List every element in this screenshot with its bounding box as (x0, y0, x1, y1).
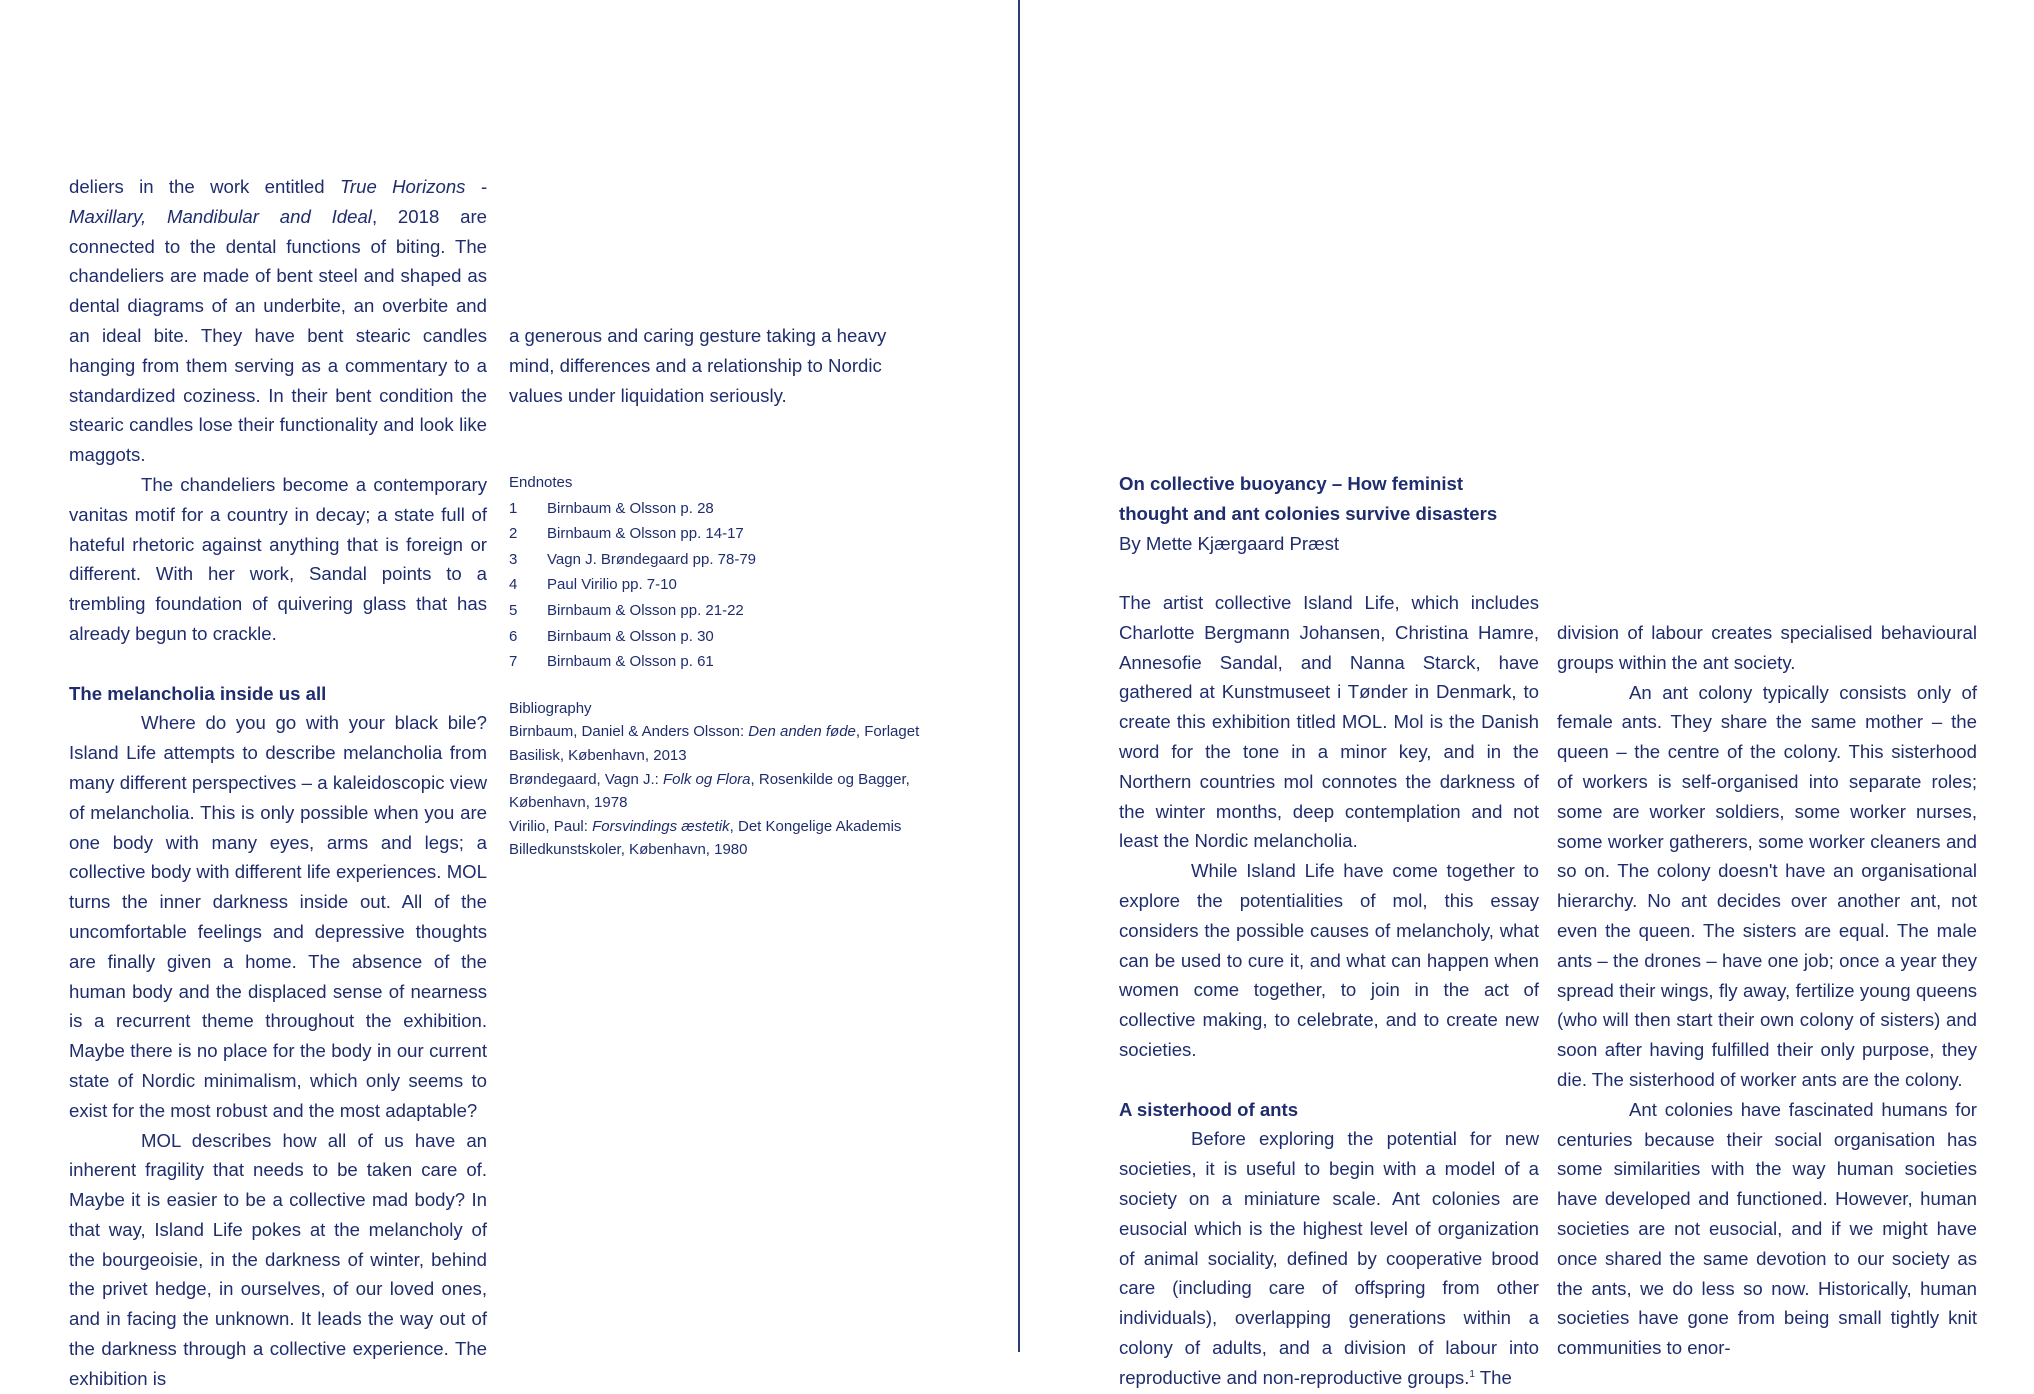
right-paragraph-1: The artist collective Island Life, which includes Charlotte Bergmann Johansen, Christina Hamre, Annesofie Sandal, and Nanna Starck, have gathered at Kunstmuseet i Tønder in Denmark, to create this exhibition titled MOL. Mol is the Danish word for the tone in a minor key, and in the Northern countries mol connotes the darkness of the winter months, deep contemplation and not least the Nordic melancholia. (1119, 592, 1539, 852)
left-page-column-1 (69, 172, 487, 1394)
endnote-text: Birnbaum & Olsson pp. 21-22 (547, 601, 744, 619)
page-gutter-line (1018, 0, 1020, 1352)
endnote-number: 2 (509, 525, 518, 543)
byline: By Mette Kjærgaard Præst (1119, 532, 1340, 554)
endnote-item (509, 624, 933, 650)
bibliography-list (509, 720, 933, 862)
endnote-item (509, 598, 933, 624)
bibliography-entry (509, 768, 933, 815)
right-col2-paragraph-3: Ant colonies have fascinated humans for centuries because their social organisation has some similarities with the way human societies have developed and functioned. However, human societies are not eusocial, and if we might have once shared the same devotion to our society as the ants, we do less so now. Historically, human societies have gone from being small tightly knit communities to enor- (1557, 1098, 1977, 1359)
bibliography-text: Virilio, Paul: (509, 817, 593, 835)
endnote-number: 4 (509, 576, 518, 594)
endnote-text: Birnbaum & Olsson p. 28 (547, 499, 714, 517)
endnote-number: 5 (509, 601, 518, 619)
footnote-reference: 1 (1469, 1368, 1475, 1380)
intro-run: , 2018 are connected to the dental functions of biting. The chandeliers are made of bent steel and shaped as dental diagrams of an underbite, an overbite and an ideal bite. They have bent stearic candles hanging from them serving as a commentary to a standardized coziness. In their bent condition the stearic candles lose their functionality and look like maggots. (69, 205, 487, 466)
bibliography-text: , Rosenkilde og Bagger, København, 1978 (509, 770, 910, 812)
right-paragraph-3 (1119, 1124, 1539, 1392)
endnote-text: Birnbaum & Olsson pp. 14-17 (547, 525, 744, 543)
endnote-item (509, 496, 933, 522)
endnote-number: 1 (509, 499, 518, 517)
bibliography-text: Brøndegaard, Vagn J.: (509, 770, 663, 788)
endnote-item (509, 547, 933, 573)
left-paragraph-4: MOL describes how all of us have an inherent fragility that needs to be taken care of. Maybe it is easier to be a collective mad body? In that way, Island Life pokes at the melancholy of the bourgeoisie, in the darkness of winter, behind the privet hedge, in ourselves, of our loved ones, and in facing the unknown. It leads the way out of the darkness through a collective experience. The exhibition is (69, 1129, 487, 1389)
paragraph-text: Before exploring the potential for new societies, it is useful to begin with a model of a society on a miniature scale. Ant colonies are eusocial which is the highest level of organization of animal sociality, defined by cooperative brood care (including care of offspring from other individuals), overlapping generations within a colony of adults, and a division of labour into reproductive and non-reproductive groups. (1119, 1128, 1539, 1388)
left-paragraph-3: Where do you go with your black bile? Island Life attempts to describe melancholia from many different perspectives – a kaleidoscopic view of melancholia. This is only possible when you are one body with many eyes, arms and legs; a collective body with different life experiences. MOL turns the inner darkness inside out. All of the uncomfortable feelings and depressive thoughts are finally given a home. The absence of the human body and the displaced sense of nearness is a recurrent theme throughout the exhibition. Maybe there is no place for the body in our current state of Nordic minimalism, which only seems to exist for the most robust and the most adaptable? (69, 712, 487, 1121)
endnote-text: Vagn J. Brøndegaard pp. 78-79 (547, 550, 757, 568)
bibliography-text: , Forlaget Basilisk, København, 2013 (509, 723, 920, 764)
article-title-line-2: thought and ant colonies survive disasters (1119, 502, 1498, 524)
endnote-text: Paul Virilio pp. 7-10 (547, 576, 677, 594)
bibliography-text: Birnbaum, Daniel & Anders Olsson: (509, 723, 749, 741)
endnote-number: 3 (509, 550, 518, 568)
book-title: Forsvindings æstetik (592, 817, 730, 835)
endnotes-block (509, 470, 933, 862)
endnote-text: Birnbaum & Olsson p. 61 (547, 653, 714, 671)
bibliography-entry (509, 720, 933, 767)
section-heading-sisterhood: A sisterhood of ants (1119, 1098, 1299, 1120)
paragraph-text-end: The (1474, 1366, 1512, 1388)
endnote-item (509, 649, 933, 675)
endnote-text: Birnbaum & Olsson p. 30 (547, 627, 714, 645)
right-page-column-2 (1557, 618, 1977, 1363)
endnote-number: 6 (509, 627, 518, 645)
intro-run: deliers in the work entitled (69, 176, 340, 197)
book-title: Folk og Flora (662, 770, 751, 788)
section-heading-melancholia: The melancholia inside us all (69, 682, 327, 704)
endnote-item (509, 572, 933, 598)
continuation-paragraph: a generous and caring gesture taking a heavy mind, differences and a relationship to Nordic values under liquidation seriously. (509, 325, 887, 406)
book-title: Den anden føde (748, 723, 856, 741)
endnotes-list (509, 496, 933, 675)
left-paragraph-2: The chandeliers become a contemporary vanitas motif for a country in decay; a state full of hateful rhetoric against anything that is foreign or different. With her work, Sandal points to a trembling foundation of quivering glass that has already begun to crackle. (69, 473, 487, 644)
article-title-line-1: On collective buoyancy – How feminist (1119, 473, 1464, 494)
bibliography-text: , Det Kongelige Akademis Billedkunstskoler, København, 1980 (509, 817, 902, 859)
left-intro-paragraph (69, 172, 487, 470)
endnote-number: 7 (509, 653, 518, 671)
right-paragraph-2: While Island Life have come together to explore the potentialities of mol, this essay considers the possible causes of melancholy, what can be used to cure it, and what can happen when women come together, to join in the act of collective making, to celebrate, and to create new societies. (1119, 860, 1539, 1060)
endnotes-label: Endnotes (509, 474, 573, 491)
artwork-title: True Horizons - Maxillary, Mandibular and Ideal (69, 176, 487, 227)
bibliography-label: Bibliography (509, 699, 592, 717)
right-col2-paragraph-1: division of labour creates specialised behavioural groups within the ant society. (1557, 622, 1977, 673)
right-col2-paragraph-2: An ant colony typically consists only of female ants. They share the same mother – the queen – the centre of the colony. This sisterhood of workers is self-organised into separate roles; some are worker soldiers, some worker nurses, some worker gatherers, some worker cleaners and so on. The colony doesn't have an organisational hierarchy. No ant decides over another ant, not even the queen. The sisters are equal. The male ants – the drones – have one job; once a year they spread their wings, fly away, fertilize young queens (who will then start their own colony of sisters) and soon after having fulfilled their only purpose, they die. The sisterhood of worker ants are the colony. (1557, 681, 1977, 1090)
article-header (1119, 469, 1559, 558)
bibliography-entry (509, 815, 933, 862)
endnote-item (509, 521, 933, 547)
left-page-column-2 (509, 321, 933, 410)
right-page-column-1 (1119, 588, 1539, 1393)
